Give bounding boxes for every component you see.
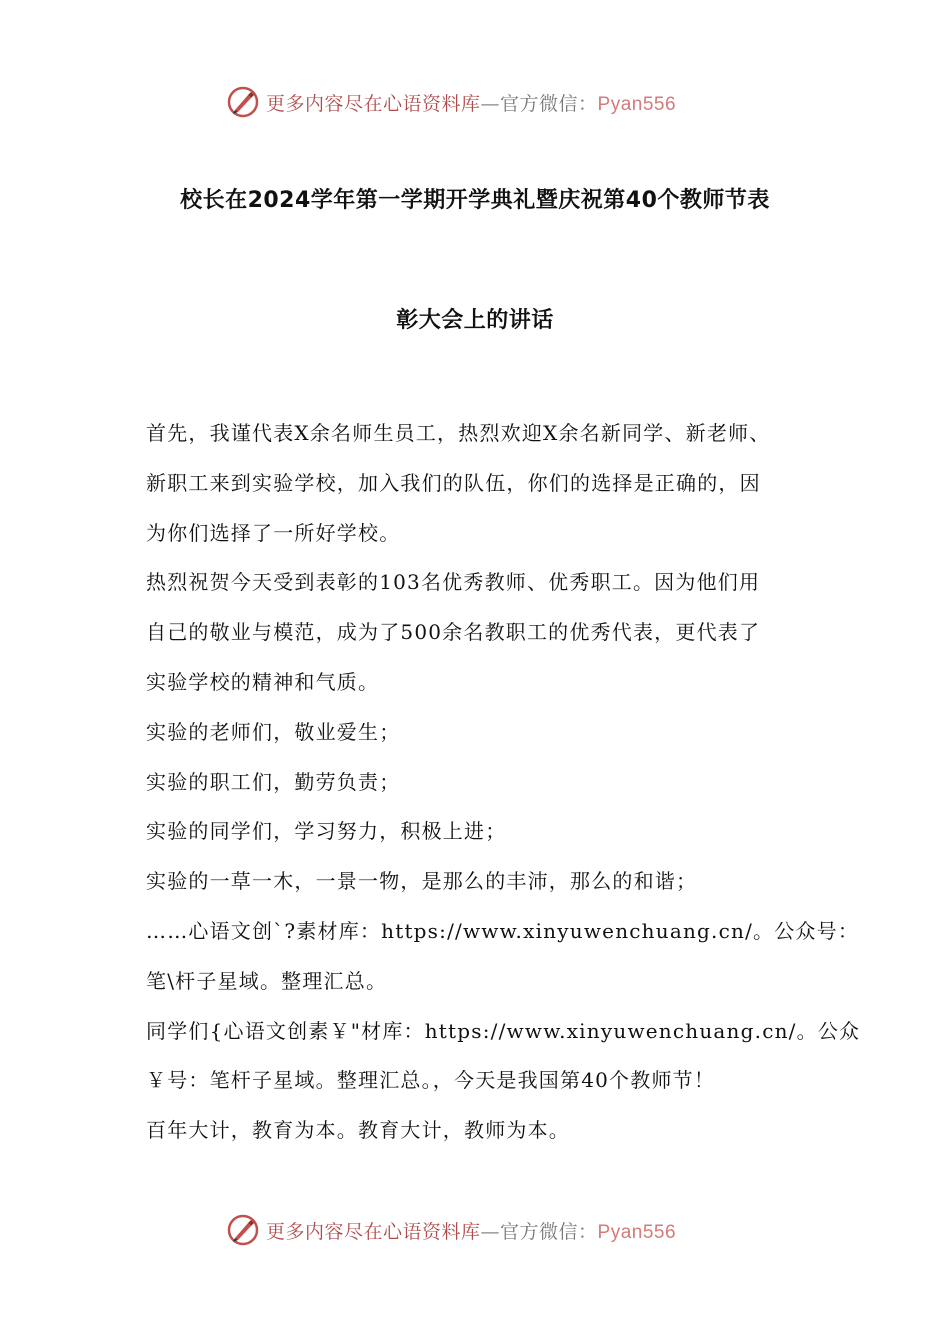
body-line: 实验的一草一木，一景一物，是那么的丰沛，那么的和谐； (146, 869, 698, 894)
banner-dash: — (480, 1220, 501, 1243)
banner-text (266, 1217, 676, 1244)
banner-main: 更多内容尽在心语资料库 (266, 92, 481, 115)
banner-dash: — (480, 92, 501, 115)
body-line: 实验的同学们，学习努力，积极上进； (146, 819, 507, 844)
body-line: 百年大计，教育为本。教育大计，教师为本。 (146, 1118, 570, 1143)
banner-wechat-id: Pyan556 (597, 93, 677, 115)
pen-logo-icon (226, 1213, 260, 1247)
body-line: 实验的老师们，敬业爱生； (146, 719, 401, 744)
body-line: 同学们{心语文创素￥"材库：https://www.xinyuwenchuang.cn/。公众 (146, 1018, 861, 1043)
pen-logo-icon (226, 85, 260, 119)
document-title-line-1: 校长在2024学年第一学期开学典礼暨庆祝第40个教师节表 (180, 188, 770, 213)
banner-official: 官方微信： (500, 1220, 598, 1243)
body-line: 首先，我谨代表X余名师生员工，热烈欢迎X余名新同学、新老师、 (146, 421, 771, 445)
document-title-line-2: 彰大会上的讲话 (396, 308, 554, 333)
banner-text (266, 89, 676, 116)
body-line: 实验学校的精神和气质。 (146, 669, 380, 694)
document-body (146, 418, 861, 1165)
header-banner (226, 82, 746, 122)
banner-main: 更多内容尽在心语资料库 (266, 1220, 481, 1243)
body-line: ￥号：笔杆子星域。整理汇总。，今天是我国第40个教师节！ (146, 1068, 716, 1093)
body-line: 为你们选择了一所好学校。 (146, 520, 401, 545)
body-line: 实验的职工们，勤劳负责； (146, 769, 401, 794)
banner-wechat-id: Pyan556 (597, 1221, 677, 1243)
body-line: 热烈祝贺今天受到表彰的103名优秀教师、优秀职工。因为他们用 (146, 570, 761, 595)
body-line: 笔\杆子星域。整理汇总。 (146, 968, 388, 993)
body-line: 自己的敬业与模范，成为了500余名教职工的优秀代表，更代表了 (146, 620, 761, 645)
body-line: 新职工来到实验学校，加入我们的队伍，你们的选择是正确的，因 (146, 470, 761, 495)
body-line: ……心语文创`?素材库：https://www.xinyuwenchuang.cn/。公众号： (146, 918, 860, 943)
footer-banner (226, 1210, 746, 1250)
banner-official: 官方微信： (500, 92, 598, 115)
